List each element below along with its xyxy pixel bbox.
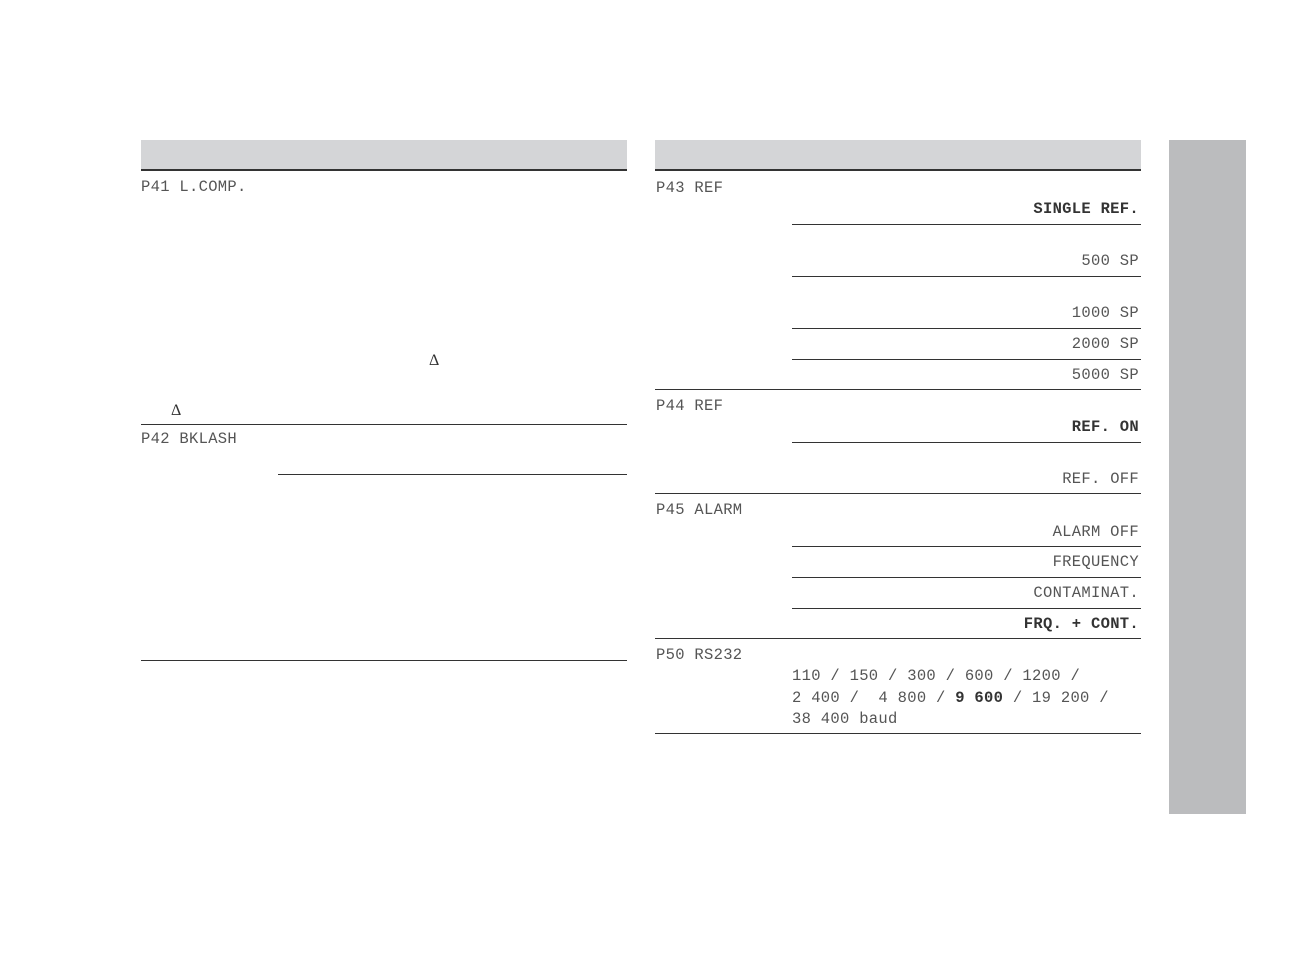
row-divider [792,224,1141,225]
option-ref-off: REF. OFF [1062,470,1139,488]
row-divider [655,389,1141,390]
row-divider [655,638,1141,639]
option-5000-sp: 5000 SP [1071,366,1139,384]
row-divider [792,608,1141,609]
delta-symbol: Δ [171,402,182,419]
option-frequency: FREQUENCY [1052,553,1139,571]
option-ref-on: REF. ON [1071,418,1139,436]
p41-code: P41 L.COMP. [141,178,247,196]
row-divider [792,442,1141,443]
baud-rate-default: 9 600 [955,689,1004,707]
row-divider [141,424,627,425]
p44-code: P44 REF [656,397,724,415]
row-divider [278,474,627,475]
table-bottom-rule [141,660,627,661]
option-frq-cont: FRQ. + CONT. [1023,615,1139,633]
row-divider [792,546,1141,547]
option-contaminat: CONTAMINAT. [1033,584,1139,602]
p45-code: P45 ALARM [656,501,743,519]
row-divider [655,493,1141,494]
row-divider [792,276,1141,277]
option-single-ref: SINGLE REF. [1033,200,1139,218]
right-table-header [655,140,1141,171]
row-divider [792,577,1141,578]
p43-code: P43 REF [656,179,724,197]
baud-rates-pre: 2 400 / 4 800 / [792,689,956,707]
left-table-header [141,140,627,171]
delta-symbol: Δ [429,352,440,369]
option-1000-sp: 1000 SP [1071,304,1139,322]
baud-rates-post: / 19 200 / [1003,689,1109,707]
p42-code: P42 BKLASH [141,430,238,448]
baud-rates-line-3: 38 400 baud [792,710,898,728]
baud-rates-line-2 [792,689,1109,707]
table-bottom-rule [655,733,1141,734]
row-divider [792,359,1141,360]
option-500-sp: 500 SP [1081,252,1139,270]
chapter-tab-sidebar [1169,140,1246,814]
option-alarm-off: ALARM OFF [1052,523,1139,541]
p50-code: P50 RS232 [656,646,743,664]
baud-rates-line-1: 110 / 150 / 300 / 600 / 1200 / [792,667,1081,685]
row-divider [792,328,1141,329]
option-2000-sp: 2000 SP [1071,335,1139,353]
